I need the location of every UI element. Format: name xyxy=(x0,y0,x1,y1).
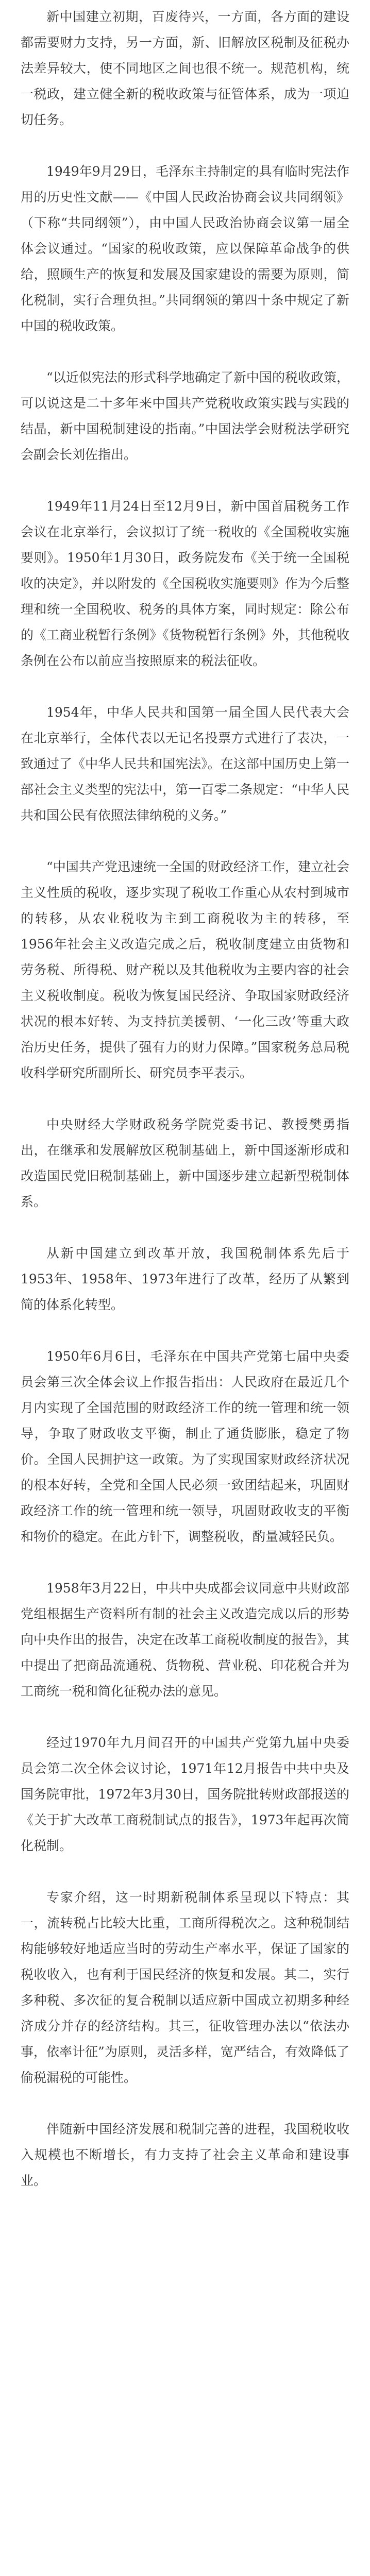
paragraph-12: 专家介绍，这一时期新税制体系呈现以下特点：其一，流转税占比较大比重，工商所得税次之。这种税制结构能够较好地适应当时的劳动生产率水平，保证了国家的税收收入，也有利于国民经济的恢复和发展。其二，实行多种税、多次征的复合税制以适应新中国成立初期多种经济成分并存的经济结构。其三，征收管理办法以“依法办事，依率计征”为原则，灵活多样，宽严结合，有效降低了偷税漏税的可能性。 xyxy=(21,1890,349,2085)
paragraph-3: “以近似宪法的形式科学地确定了新中国的税收政策，可以说这是二十多年来中国共产党税收政策实践与实践的结晶，新中国税制建设的指南。”中国法学会财税法学研究会副会长刘佐指出。 xyxy=(21,370,349,462)
paragraph-5: 1954年，中华人民共和国第一届全国人民代表大会在北京举行，全体代表以无记名投票方式进行了表决，一致通过了《中华人民共和国宪法》。在这部中国历史上第一部社会主义类型的宪法中，第一百零二条规定：“中华人民共和国公民有依照法律纳税的义务。” xyxy=(21,705,349,823)
paragraph-11: 经过1970年九月间召开的中国共产党第九届中央委员会第二次全体会议讨论，1971年12月报告中共中央及国务院审批，1972年3月30日，国务院批转财政部报送的《关于扩大改革工商税制试点的报告》，1973年起再次简化税制。 xyxy=(21,1735,349,1853)
paragraph-8: 从新中国建立到改革开放，我国税制体系先后于1953年、1958年、1973年进行了改革，经历了从繁到简的体系化转型。 xyxy=(21,1246,349,1312)
paragraph-7: 中央财经大学财政税务学院党委书记、教授樊勇指出，在继承和发展解放区税制基础上，新中国逐渐形成和改造国民党旧税制基础上，新中国逐步建立起新型税制体系。 xyxy=(21,1117,349,1209)
paragraph-6: “中国共产党迅速统一全国的财政经济工作，建立社会主义性质的税收，逐步实现了税收工作重心从农村到城市的转移，从农业税收为主到工商税收为主的转移，至1956年社会主义改造完成之后，税收制度建立由货物和劳务税、所得税、财产税以及其他税收为主要内容的社会主义税收制度。税收为恢复国民经济、争取国家财政经济状况的根本好转、为支持抗美援朝、‘一化三改’等重大政治历史任务，提供了强有力的财力保障。”国家税务总局税收科学研究所副所长、研究员李平表示。 xyxy=(21,859,349,1080)
paragraph-1: 新中国建立初期，百废待兴，一方面，各方面的建设都需要财力支持，另一方面，新、旧解放区税制及征税办法差异较大，使不同地区之间也很不统一。规范机构，统一税政，建立健全新的税收政策与征管体系，成为一项迫切任务。 xyxy=(21,9,349,127)
paragraph-13: 伴随新中国经济发展和税制完善的进程，我国税收收入规模也不断增长，有力支持了社会主义革命和建设事业。 xyxy=(21,2122,349,2188)
paragraph-4: 1949年11月24日至12月9日，新中国首届税务工作会议在北京举行，会议拟订了统一税收的《全国税收实施要则》。1950年1月30日，政务院发布《关于统一全国税收的决定》，并以附发的《全国税收实施要则》作为今后整理和统一全国税收、税务的具体方案，同时规定：除公布的《工商业税暂行条例》《货物税暂行条例》外，其他税收条例在公布以前应当按照原来的税法征收。 xyxy=(21,499,349,668)
paragraph-9: 1950年6月6日，毛泽东在中国共产党第七届中央委员会第三次全体会议上作报告指出：人民政府在最近几个月内实现了全国范围的财政经济工作的统一管理和统一领导，争取了财政收支平衡，制止了通货膨胀，稳定了物价。全国人民拥护这一政策。为了实现国家财政经济状况的根本好转，全党和全国人民必须一致团结起来，巩固财政经济工作的统一管理和统一领导，巩固财政收支的平衡和物价的稳定。在此方针下，调整税收，酌量减轻民负。 xyxy=(21,1349,349,1544)
paragraph-10: 1958年3月22日，中共中央成都会议同意中共财政部党组根据生产资料所有制的社会主义改造完成以后的形势向中央作出的报告，决定在改革工商税收制度的报告》，其中提出了把商品流通税、货物税、营业税、印花税合并为工商统一税和简化征税办法的意见。 xyxy=(21,1581,349,1699)
paragraph-2: 1949年9月29日，毛泽东主持制定的具有临时宪法作用的历史性文献——《中国人民政治协商会议共同纲领》（下称“共同纲领”），由中国人民政治协商会议第一届全体会议通过。“国家的税收政策，应以保障革命战争的供给，照顾生产的恢复和发展及国家建设的需要为原则，简化税制，实行合理负担。”共同纲领的第四十条中规定了新中国的税收政策。 xyxy=(21,164,349,333)
